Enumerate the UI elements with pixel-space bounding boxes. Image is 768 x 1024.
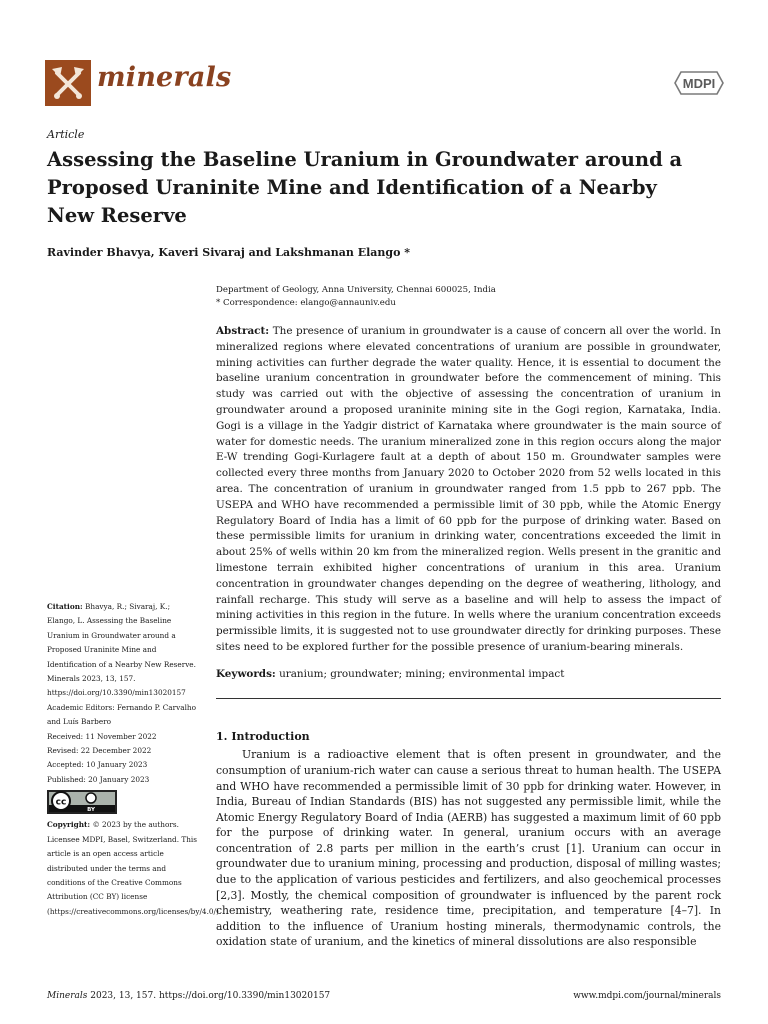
correspondence: * Correspondence: elango@annauniv.edu	[216, 298, 396, 308]
by-label: BY	[87, 807, 95, 814]
affiliation: Department of Geology, Anna University, Chennai 600025, India	[216, 285, 496, 295]
main-column	[216, 324, 721, 950]
journal-name: minerals	[97, 62, 232, 93]
abstract	[216, 324, 721, 656]
copyright-text: © 2023 by the authors. Licensee MDPI, Basel, Switzerland. This article is an open access article distributed under the terms and conditions of the Creative Commons Attribution (CC BY) license (https://creativecommons.org/licenses/by/4.0/).	[47, 820, 222, 916]
journal-header	[45, 58, 725, 108]
received-date: Received: 11 November 2022	[47, 731, 157, 741]
article-title: Assessing the Baseline Uranium in Groundwater around a Proposed Uraninite Mine and Identification of a Nearby New Reserve	[47, 148, 683, 227]
citation-text[interactable]: Bhavya, R.; Sivaraj, K.; Elango, L. Assessing the Baseline Uranium in Groundwater around a Proposed Uraninite Mine and Identification of a Nearby New Reserve. Minerals 2023, 13, 157. https://doi.org/10.3390/min13020157	[47, 602, 196, 698]
author-list: Ravinder Bhavya, Kaveri Sivaraj and Lakshmanan Elango *	[47, 246, 410, 259]
accepted-date: Accepted: 10 January 2023	[47, 760, 148, 770]
copyright-block	[47, 818, 222, 919]
keywords-label: Keywords:	[216, 667, 276, 680]
section-heading-introduction: 1. Introduction	[216, 729, 310, 743]
keywords	[216, 667, 721, 683]
footer-journal: Minerals	[47, 991, 88, 1001]
publisher-name: MDPI	[682, 76, 716, 91]
published-date: Published: 20 January 2023	[47, 774, 150, 784]
footer-doi[interactable]: 2023, 13, 157. https://doi.org/10.3390/min13020157	[87, 991, 331, 1001]
citation-block	[47, 600, 197, 701]
section-divider	[216, 698, 721, 699]
keywords-text: uranium; groundwater; mining; environmental impact	[279, 667, 565, 680]
mdpi-logo	[673, 68, 725, 98]
article-type: Article	[47, 128, 85, 141]
copyright-label: Copyright:	[47, 820, 91, 830]
introduction-text: Uranium is a radioactive element that is often present in groundwater, and the consumption of uranium-rich water can cause a serious threat to human health. The USEPA and WHO have recommended a permissible limit of 30 ppb for drinking water. However, in India, Bureau of Indian Standards (BIS) has not suggested any permissible limit, while the Atomic Energy Regulatory Board of India (AERB) has suggested a maximum limit of 60 ppb for the purpose of drinking water. In general, uranium occurs with an average concentration of 2.8 parts per million in the earth’s crust [1]. Uranium can occur in groundwater due to uranium mining, processing and production, disposal of milling wastes; due to the application of various pesticides and fertilizers, and also geochemical processes [2,3]. Mostly, the chemical composition of groundwater is influenced by the parent rock chemistry, weathering rate, residence time, precipitation, and temperature [4–7]. In addition to the influence of Uranium hosting minerals, thermodynamic controls, the oxidation state of uranium, and the kinetics of mineral dissolutions are also responsible	[216, 748, 721, 949]
article-info-sidebar	[47, 600, 222, 919]
revised-date: Revised: 22 December 2022	[47, 746, 152, 756]
academic-editors: Academic Editors: Fernando P. Carvalho and Luís Barbero	[47, 702, 197, 727]
minerals-logo-icon	[45, 60, 91, 106]
abstract-label: Abstract:	[216, 325, 270, 337]
cc-by-license-icon[interactable]	[47, 790, 117, 814]
cc-label: cc	[55, 797, 67, 808]
citation-label: Citation:	[47, 602, 83, 611]
affiliation-block	[216, 284, 496, 310]
abstract-text: The presence of uranium in groundwater is a cause of concern all over the world. In mineralized regions where elevated concentrations of uranium are possible in groundwater, mining activities can further degrade the water quality. Hence, it is essential to document the baseline uranium concentration in groundwater before the commencement of mining. This study was carried out with the objective of assessing the concentration of uranium in groundwater around a proposed uraninite mining site in the Gogi region, Karnataka, India. Gogi is a village in the Yadgir district of Karnataka where groundwater is the main source of water for domestic needs. The uranium mineralized zone in this region occurs along the major E-W trending Gogi-Kurlagere fault at a depth of about 150 m. Groundwater samples were collected every three months from January 2020 to October 2020 from 52 wells located in this area. The concentration of uranium in groundwater ranged from 1.5 ppb to 267 ppb. The USEPA and WHO have recommended a permissible limit of 30 ppb, while the Atomic Energy Regulatory Board of India has a limit of 60 ppb for the purpose of drinking water. Based on these permissible limits for uranium in drinking water, concentrations exceeded the limit in about 25% of wells within 20 km from the mineralized region. Wells present in the granitic and limestone terrain exhibited higher concentrations of uranium in this area. Uranium concentration in groundwater changes depending on the degree of weathering, lithology, and rainfall recharge. This study will serve as a baseline and will help to assess the impact of mining activities in this region in the future. In wells where the uranium concentration exceeds permissible limits, it is suggested not to use groundwater directly for drinking purposes. These sites need to be explored further for the possible presence of uranium-bearing minerals.	[216, 325, 722, 653]
footer-journal-url[interactable]: www.mdpi.com/journal/minerals	[573, 991, 721, 1001]
footer-citation	[47, 991, 330, 1001]
